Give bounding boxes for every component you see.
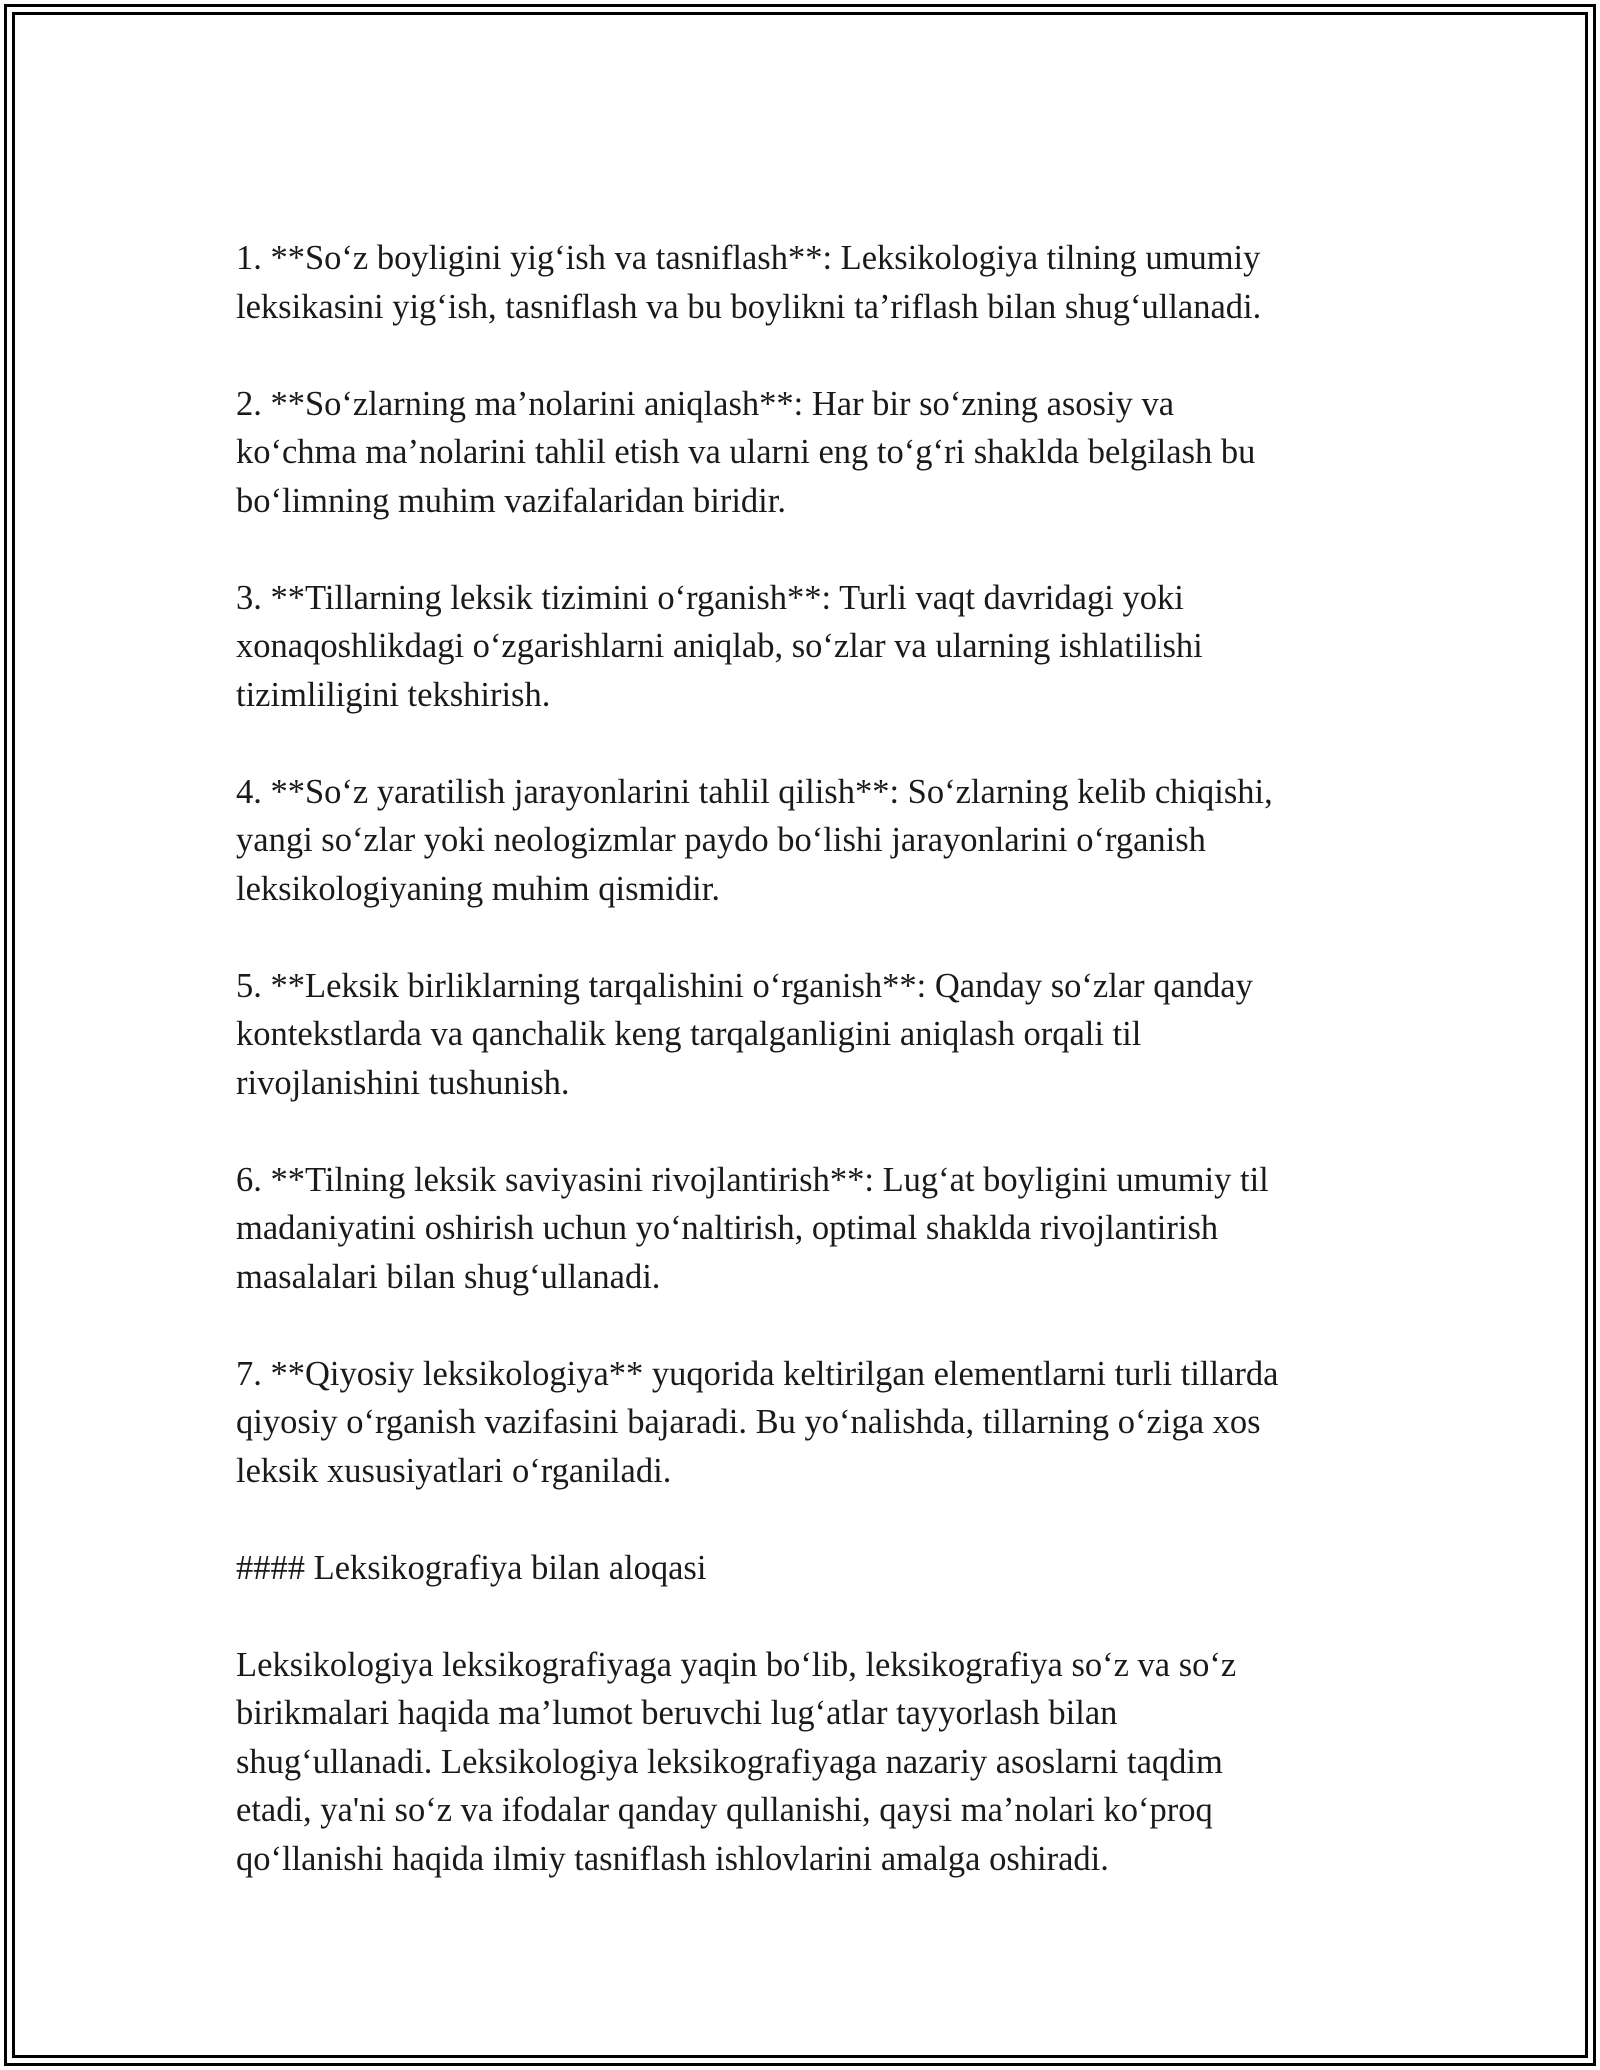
list-item-4: 4. **So‘z yaratilish jarayonlarini tahlil qilish**: So‘zlarning kelib chiqishi, yangi so‘zlar yoki neologizmlar paydo bo‘lishi jarayonlarini o‘rganish leksikologiyaning muhim qismidir.	[236, 772, 1273, 908]
list-item-2: 2. **So‘zlarning ma’nolarini aniqlash**: Har bir so‘zning asosiy va ko‘chma ma’nolarini tahlil etish va ularni eng to‘g‘ri shaklda belgilash bu bo‘limning muhim vazifalaridan biridir.	[236, 384, 1256, 520]
document-body	[236, 234, 1366, 1883]
list-item-7: 7. **Qiyosiy leksikologiya** yuqorida keltirilgan elementlarni turli tillarda qiyosiy o‘rganish vazifasini bajaradi. Bu yo‘nalishda, tillarning o‘ziga xos leksik xususiyatlari o‘rganiladi.	[236, 1354, 1279, 1490]
section-heading: #### Leksikografiya bilan aloqasi	[236, 1548, 707, 1587]
list-item-1: 1. **So‘z boyligini yig‘ish va tasniflash**: Leksikologiya tilning umumiy leksikasini yig‘ish, tasniflash va bu boylikni ta’riflash bilan shug‘ullanadi.	[236, 239, 1262, 326]
section-paragraph: Leksikologiya leksikografiyaga yaqin bo‘lib, leksikografiya so‘z va so‘z birikmalari haqida ma’lumot beruvchi lug‘atlar tayyorlash bilan shug‘ullanadi. Leksikologiya leksikografiyaga nazariy asoslarni taqdim etadi, ya'ni so‘z va ifodalar qanday qullanishi, qaysi ma’nolari ko‘proq qo‘llanishi haqida ilmiy tasniflash ishlovlarini amalga oshiradi.	[236, 1645, 1237, 1878]
list-item-6: 6. **Tilning leksik saviyasini rivojlantirish**: Lug‘at boyligini umumiy til madaniyatini oshirish uchun yo‘naltirish, optimal shaklda rivojlantirish masalalari bilan shug‘ullanadi.	[236, 1160, 1269, 1296]
list-item-5: 5. **Leksik birliklarning tarqalishini o‘rganish**: Qanday so‘zlar qanday kontekstlarda va qanchalik keng tarqalganligini aniqlash orqali til rivojlanishini tushunish.	[236, 966, 1253, 1102]
list-item-3: 3. **Tillarning leksik tizimini o‘rganish**: Turli vaqt davridagi yoki xonaqoshlikdagi o‘zgarishlarni aniqlab, so‘zlar va ularning ishlatilishi tizimliligini tekshirish.	[236, 578, 1203, 714]
